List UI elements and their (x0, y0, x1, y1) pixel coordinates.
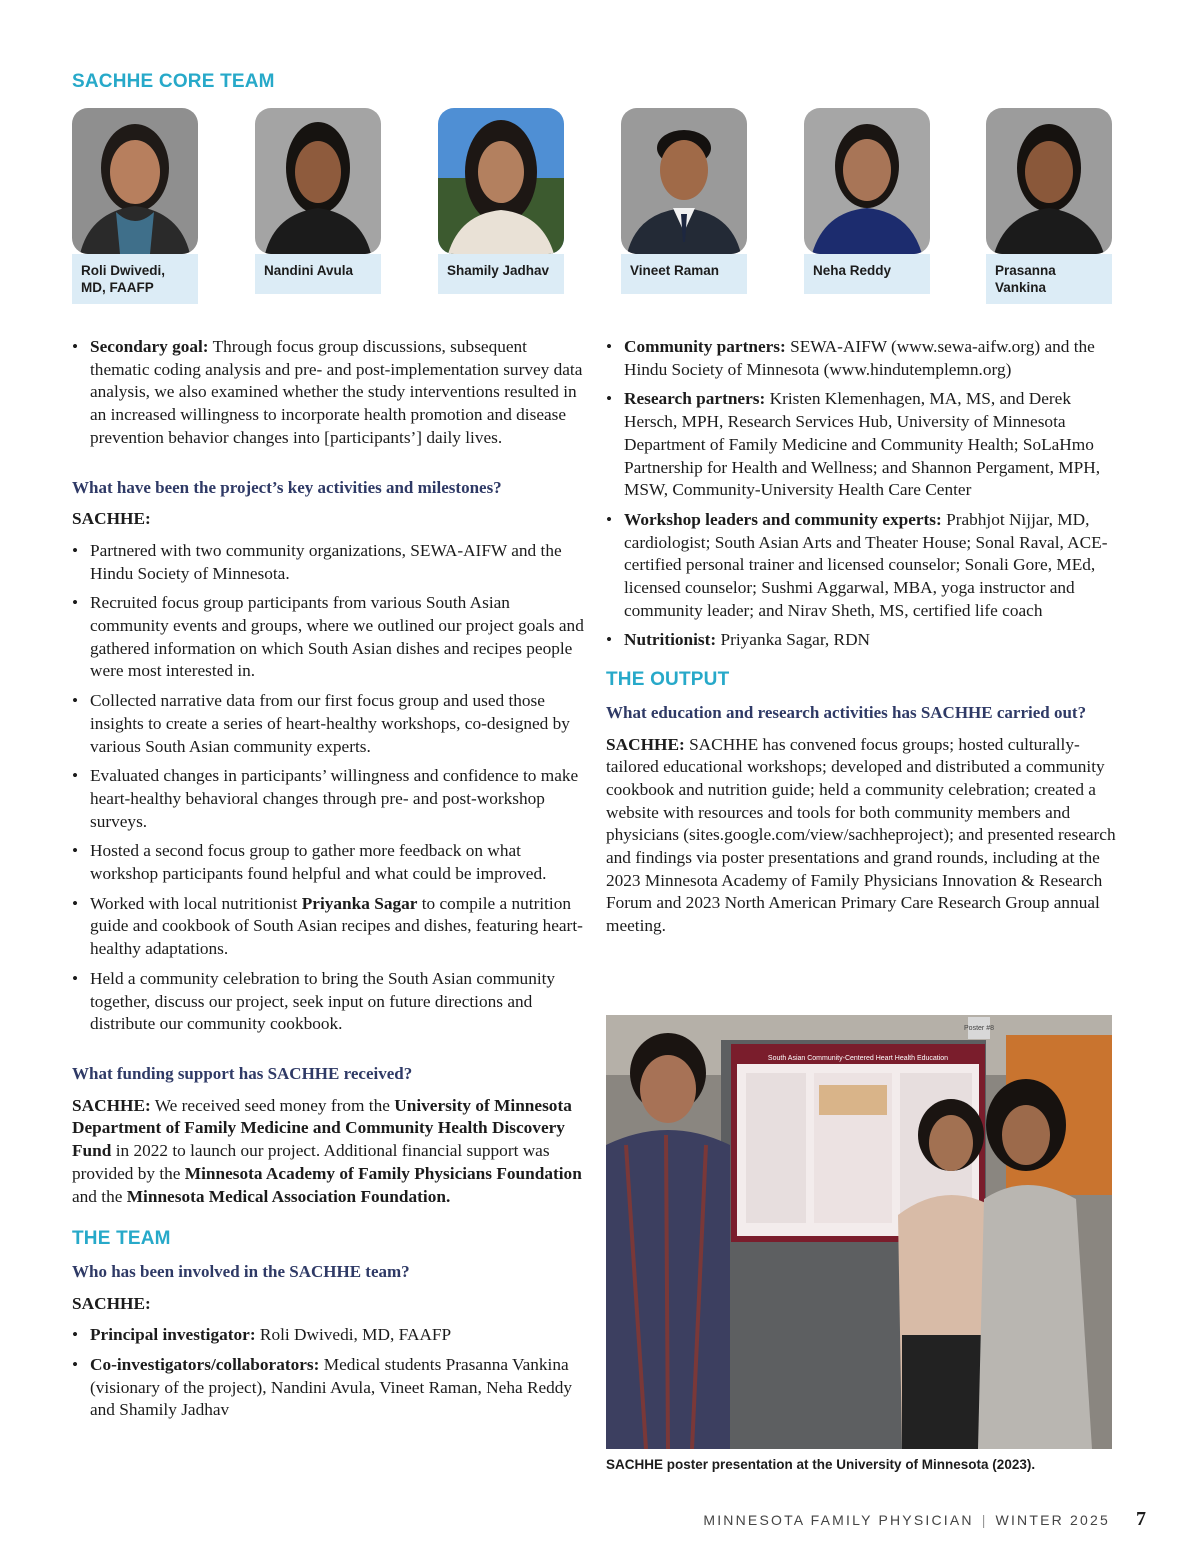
item-text: Prabhjot Nijjar, MD, cardiologist; South Asian Arts and Theater House; Sonal Raval, ACE-certified personal trainer and licensed counselor; Sonali Gore, MEd, licensed counselor; Sushmi Aggarwal, MBA, yoga instructor and community leader; and Nirav Sheth, MS, certified life coach (624, 509, 1108, 620)
list-item (606, 629, 1116, 652)
photo-caption: SACHHE poster presentation at the University of Minnesota (2023). (606, 1457, 1036, 1472)
funding-bold: University of Minnesota Department of Family Medicine and Community Health Discovery Fund (72, 1095, 572, 1161)
list-item: • Hosted a second focus group to gather more feedback on what workshop participants found helpful and what could be improved. (72, 840, 584, 885)
list-item: • Collected narrative data from our first focus group and used those insights to create a series of heart-healthy workshops, co-designed by various South Asian community experts. (72, 690, 584, 758)
team-member-card (438, 108, 564, 294)
core-team-title: SACHHE CORE TEAM (72, 71, 275, 92)
secondary-goal-text: Through focus group discussions, subsequent thematic coding analysis and pre- and post-implementation survey data analysis, we also examined whether the study interventions resulted in an increased willingness to incorporate health promotion and disease prevention behavior changes into [participants’] daily lives. (90, 337, 583, 447)
member-photo (438, 108, 564, 254)
team-member-card (804, 108, 930, 294)
team-question: Who has been involved in the SACHHE team? (72, 1261, 410, 1281)
team-member-card (255, 108, 381, 294)
list-item (72, 1324, 584, 1347)
item-text: Medical students Prasanna Vankina (visionary of the project), Nandini Avula, Vineet Raman, Neha Reddy and Shamily Jadhav (90, 1355, 573, 1420)
team-member-card (72, 108, 198, 304)
funding-text: in 2022 to launch our project. Additional financial support was provided by the (72, 1141, 550, 1183)
activities-label: SACHHE: (72, 509, 151, 529)
item-label: Workshop leaders and community experts: (624, 509, 942, 529)
output-label: SACHHE: (606, 734, 685, 754)
left-column (72, 336, 584, 1429)
list-item (606, 509, 1116, 623)
list-item: • Recruited focus group participants from various South Asian community events and groups, where we outlined our project goals and gathered information on which South Asian dishes and recipes people were most interested in. (72, 592, 584, 683)
list-item (72, 1354, 584, 1422)
output-text: SACHHE has convened focus groups; hosted culturally-tailored educational workshops; developed and distributed a community cookbook and nutrition guide; held a community celebration; created a website with resources and tools for both community members and physicians (sites.google.com/view/sachheproject); and presented research and findings via poster presentations and grand rounds, including at the 2023 Minnesota Academy of Family Physicians Innovation & Research Forum and 2023 North American Primary Care Research Group annual meeting. (606, 734, 1116, 936)
poster-presentation-photo (606, 1015, 1112, 1449)
team-member-card (621, 108, 747, 294)
item-label: Nutritionist: (624, 630, 717, 650)
team-member-card (986, 108, 1112, 304)
right-column (606, 336, 1116, 938)
team-list (72, 1324, 584, 1422)
secondary-goal-item (72, 336, 584, 450)
poster-title: South Asian Community-Centered Heart Health Education (767, 1055, 949, 1062)
partners-list (606, 336, 1116, 652)
item-text: SEWA-AIFW (www.sewa-aifw.org) and the Hindu Society of Minnesota (www.hindutemplemn.org) (624, 337, 1095, 379)
list-item (606, 388, 1116, 502)
funding-bold: Minnesota Academy of Family Physicians Foundation (184, 1163, 582, 1183)
member-name-line1: Prasanna (995, 263, 1056, 278)
secondary-goal-label: Secondary goal: (90, 337, 209, 356)
team-label: SACHHE: (72, 1293, 151, 1313)
funding-text: and the (72, 1186, 127, 1206)
item-label: Community partners: (624, 337, 786, 356)
member-photo (804, 108, 930, 254)
member-photo (72, 108, 198, 254)
list-item (606, 336, 1116, 381)
item-label: Principal investigator: (90, 1325, 256, 1345)
item-label: Research partners: (624, 389, 766, 409)
activities-question: What have been the project’s key activities and milestones? (72, 477, 502, 497)
list-item (72, 893, 584, 961)
list-item: • Held a community celebration to bring the South Asian community together, discuss our project, seek input on future directions and distribute our community cookbook. (72, 968, 584, 1036)
item-text: to compile a nutrition guide and cookbook of South Asian recipes and dishes, featuring heart-healthy adaptations. (90, 893, 583, 959)
item-bold: Priyanka Sagar (301, 893, 418, 913)
member-name-line1: Roli Dwivedi, (81, 263, 166, 278)
item-text: Roli Dwivedi, MD, FAAFP (255, 1325, 452, 1345)
output-heading: THE OUTPUT (606, 669, 730, 691)
core-team-gallery (72, 108, 1112, 308)
page-number: 7 (1136, 1508, 1146, 1530)
member-photo (986, 108, 1112, 254)
funding-question: What funding support has SACHHE received? (72, 1063, 413, 1083)
output-paragraph (606, 734, 1116, 938)
member-name-line2: MD, FAAFP (81, 280, 154, 295)
member-photo (621, 108, 747, 254)
list-item: • Partnered with two community organizations, SEWA-AIFW and the Hindu Society of Minnesota. (72, 540, 584, 585)
poster-tag: Poster #8 (964, 1025, 994, 1032)
activities-list (72, 540, 584, 1036)
item-text: Priyanka Sagar, RDN (716, 630, 871, 650)
footer-separator: | (981, 1512, 988, 1528)
member-name-line1: Nandini Avula (264, 263, 354, 278)
item-text: Kristen Klemenhagen, MA, MS, and Derek Hersch, MPH, Research Services Hub, University of Minnesota Department of Family Medicine and Community Health; SoLaHmo Partnership for Health and Wellness; and Shannon Pergament, MPH, MSW, Community-University Health Care Center (624, 389, 1101, 500)
member-name-line1: Neha Reddy (813, 263, 892, 278)
funding-paragraph (72, 1095, 584, 1209)
publication-name: MINNESOTA FAMILY PHYSICIAN (703, 1512, 974, 1528)
member-photo (255, 108, 381, 254)
member-name-line2: Vankina (995, 280, 1047, 295)
member-name-line1: Vineet Raman (630, 263, 720, 278)
team-heading: THE TEAM (72, 1228, 171, 1250)
funding-bold: Minnesota Medical Association Foundation. (126, 1186, 451, 1206)
item-text: Worked with local nutritionist (90, 893, 302, 913)
item-label: Co-investigators/collaborators: (90, 1355, 320, 1375)
funding-label: SACHHE: (72, 1095, 151, 1115)
list-item: • Evaluated changes in participants’ willingness and confidence to make heart-healthy behavioral changes through pre- and post-workshop surveys. (72, 765, 584, 833)
page-footer (703, 1512, 1110, 1528)
issue-name: WINTER 2025 (995, 1512, 1110, 1528)
funding-text: We received seed money from the (150, 1095, 395, 1115)
output-question: What education and research activities has SACHHE carried out? (606, 702, 1087, 722)
member-name-line1: Shamily Jadhav (447, 263, 550, 278)
